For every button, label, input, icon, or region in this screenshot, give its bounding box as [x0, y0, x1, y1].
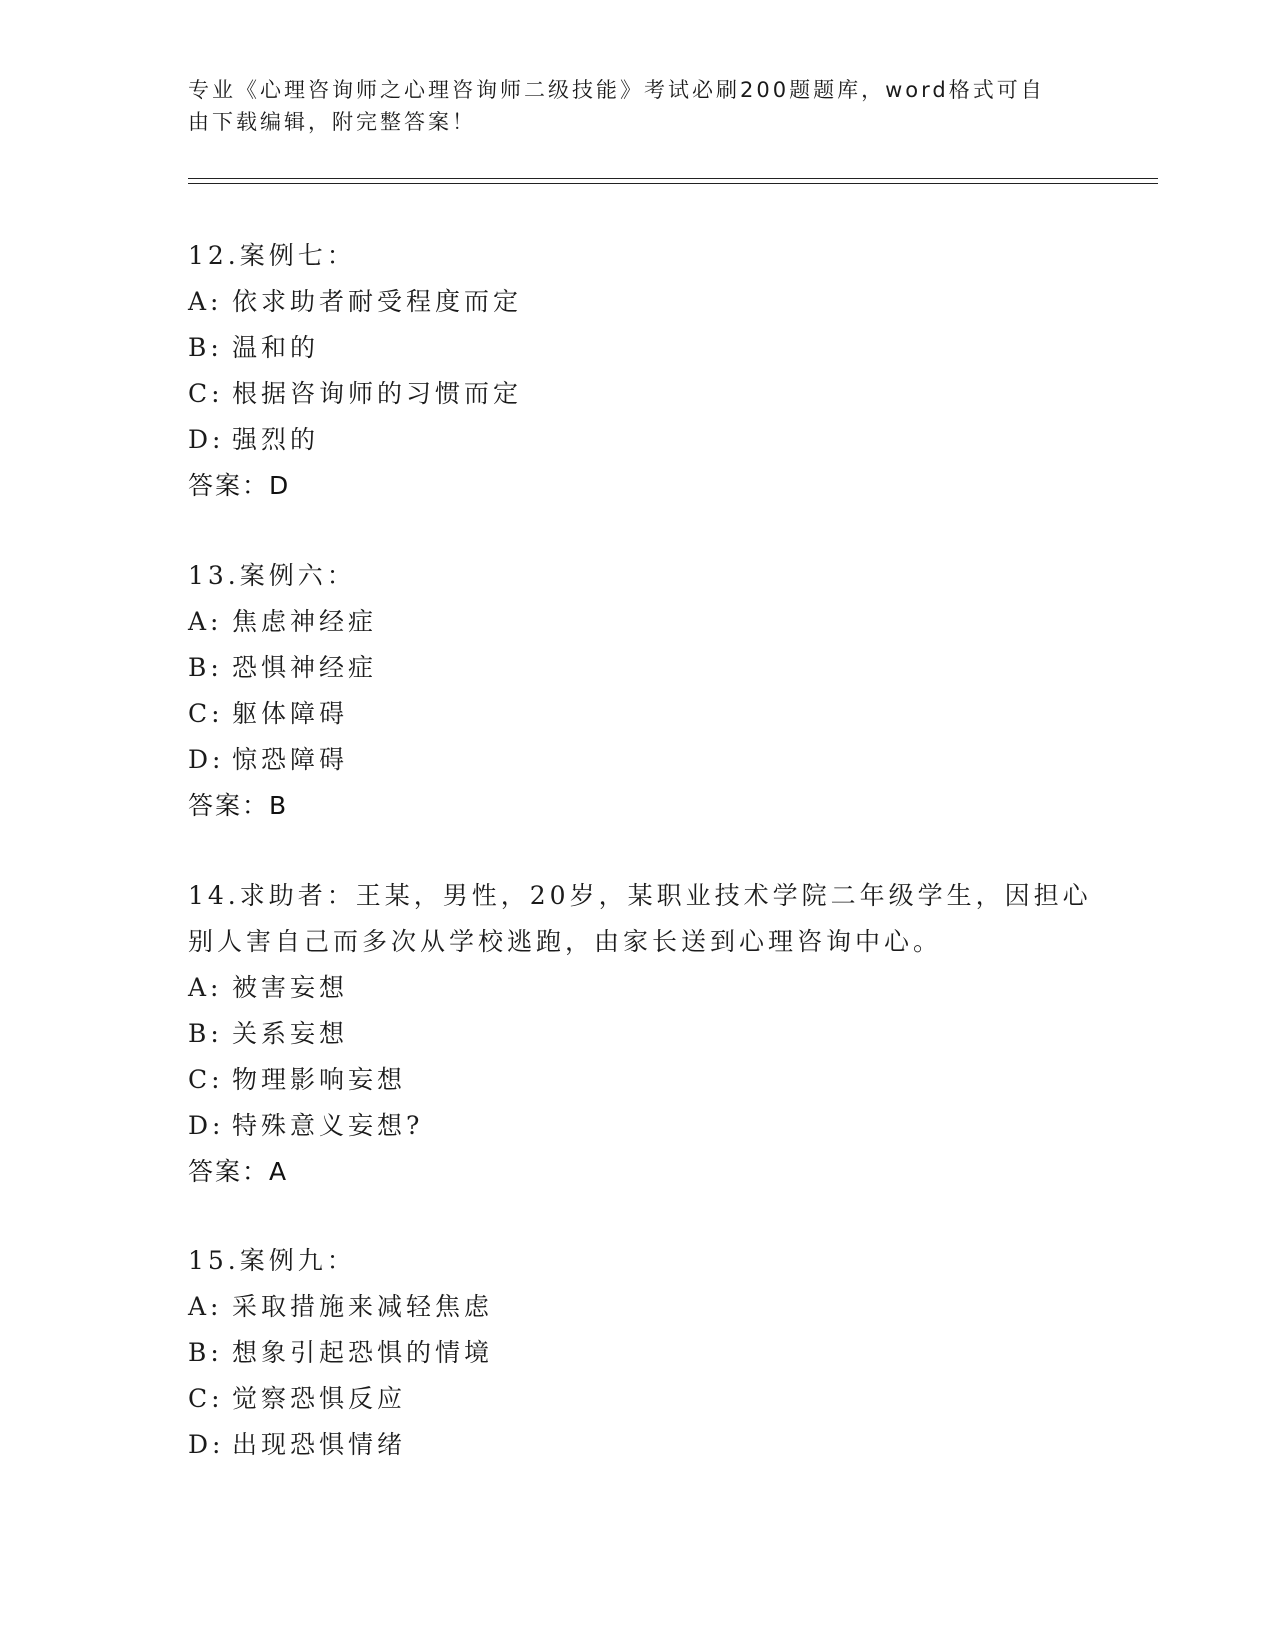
- option-text: 恐惧神经症: [232, 653, 378, 682]
- question-13: [188, 553, 1088, 829]
- option-d: [188, 1422, 1088, 1468]
- option-text: 特殊意义妄想?: [232, 1111, 424, 1140]
- option-b: [188, 645, 1088, 691]
- option-letter: D:: [188, 1111, 225, 1140]
- option-letter: C:: [188, 1384, 224, 1413]
- option-d: [188, 417, 1088, 463]
- question-stem: 15.案例九：: [188, 1246, 356, 1275]
- option-letter: C:: [188, 699, 224, 728]
- option-letter: C:: [188, 379, 224, 408]
- option-text: 依求助者耐受程度而定: [232, 287, 523, 316]
- option-a: [188, 1284, 1088, 1330]
- option-letter: A:: [188, 1292, 223, 1321]
- option-c: [188, 1376, 1088, 1422]
- question-12: [188, 233, 1088, 509]
- answer-line: 答案：D: [188, 471, 291, 500]
- option-text: 想象引起恐惧的情境: [232, 1338, 494, 1367]
- option-text: 躯体障碍: [232, 699, 349, 728]
- answer-line: 答案：B: [188, 791, 289, 820]
- header-line-2: 由下载编辑，附完整答案！: [188, 110, 476, 134]
- option-a: [188, 279, 1088, 325]
- question-stem: 12.案例七：: [188, 241, 356, 270]
- option-text: 觉察恐惧反应: [232, 1384, 407, 1413]
- option-letter: D:: [188, 745, 225, 774]
- option-text: 关系妄想: [232, 1019, 349, 1048]
- option-letter: A:: [188, 973, 223, 1002]
- option-letter: B:: [188, 653, 223, 682]
- option-letter: A:: [188, 287, 223, 316]
- option-letter: D:: [188, 425, 225, 454]
- option-b: [188, 325, 1088, 371]
- option-d: [188, 1103, 1088, 1149]
- option-text: 温和的: [232, 333, 320, 362]
- option-c: [188, 691, 1088, 737]
- answer-line: 答案：A: [188, 1157, 289, 1186]
- option-c: [188, 1057, 1088, 1103]
- option-letter: A:: [188, 607, 223, 636]
- option-a: [188, 965, 1088, 1011]
- document-header: [188, 74, 1088, 138]
- option-letter: B:: [188, 1338, 223, 1367]
- option-text: 出现恐惧情绪: [232, 1430, 407, 1459]
- header-divider-top: [188, 178, 1158, 179]
- option-text: 采取措施来减轻焦虑: [232, 1292, 494, 1321]
- question-stem: 13.案例六：: [188, 561, 356, 590]
- option-b: [188, 1011, 1088, 1057]
- question-stem-line-1: 14.求助者：王某，男性，20岁，某职业技术学院二年级学生，因担心: [188, 881, 1092, 910]
- header-line-1: 专业《心理咨询师之心理咨询师二级技能》考试必刷200题题库，word格式可自: [188, 78, 1045, 102]
- option-text: 强烈的: [232, 425, 320, 454]
- option-letter: B:: [188, 1019, 223, 1048]
- option-letter: D:: [188, 1430, 225, 1459]
- option-text: 惊恐障碍: [232, 745, 349, 774]
- option-a: [188, 599, 1088, 645]
- option-text: 焦虑神经症: [232, 607, 378, 636]
- option-text: 被害妄想: [232, 973, 349, 1002]
- question-14: [188, 873, 1092, 1195]
- question-stem-line-2: 别人害自己而多次从学校逃跑，由家长送到心理咨询中心。: [188, 927, 943, 956]
- option-d: [188, 737, 1088, 783]
- option-text: 物理影响妄想: [232, 1065, 407, 1094]
- option-letter: B:: [188, 333, 223, 362]
- option-b: [188, 1330, 1088, 1376]
- header-divider-bottom: [188, 183, 1158, 184]
- option-text: 根据咨询师的习惯而定: [232, 379, 523, 408]
- option-c: [188, 371, 1088, 417]
- question-15: [188, 1238, 1088, 1468]
- option-letter: C:: [188, 1065, 224, 1094]
